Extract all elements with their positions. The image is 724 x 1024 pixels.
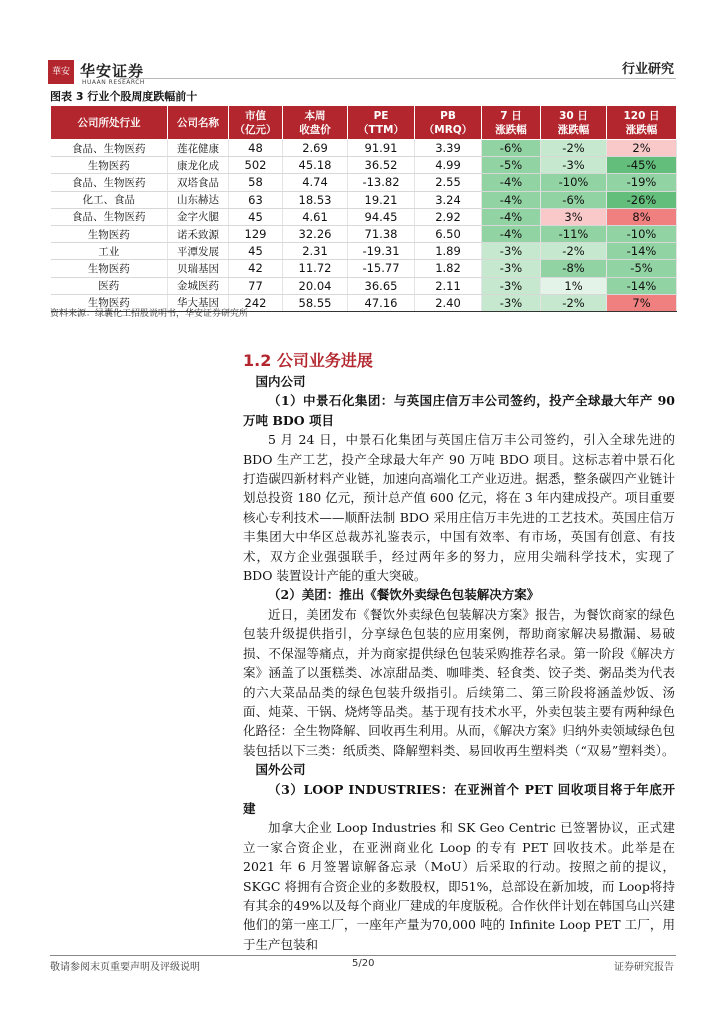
table-caption: 图表 3 行业个股周度跌幅前十 — [50, 90, 198, 103]
cell-d7: -3% — [482, 294, 541, 311]
cell-d7: -4% — [482, 208, 541, 225]
column-header: 7 日 涨跌幅 — [482, 106, 541, 140]
cell-d120: -5% — [607, 260, 677, 277]
cell-industry: 生物医药 — [51, 294, 168, 311]
cell-pb: 1.82 — [415, 260, 482, 277]
cell-pe: 71.38 — [348, 225, 415, 242]
cell-d30: -8% — [541, 260, 607, 277]
cell-d120: -45% — [607, 157, 677, 174]
cell-d30: 1% — [541, 277, 607, 294]
table-row — [51, 191, 677, 208]
item1-title: （1）中景石化集团：与英国庄信万丰公司签约，投产全球最大年产 90 万吨 BDO 项目 — [243, 393, 675, 428]
cell-mcap: 77 — [229, 277, 283, 294]
cell-pb: 2.55 — [415, 174, 482, 191]
column-header: PB （MRQ） — [415, 106, 482, 140]
column-header: 本周 收盘价 — [283, 106, 348, 140]
cell-d7: -3% — [482, 243, 541, 260]
cell-name: 莲花健康 — [168, 140, 229, 157]
cell-industry: 食品、生物医药 — [51, 174, 168, 191]
cell-d30: -2% — [541, 140, 607, 157]
column-header: 公司所处行业 — [51, 106, 168, 140]
table-row — [51, 277, 677, 294]
cell-pe: 19.21 — [348, 191, 415, 208]
cell-d30: -2% — [541, 294, 607, 311]
table-body — [51, 140, 677, 312]
footer-divider — [50, 955, 676, 956]
cell-d30: 3% — [541, 208, 607, 225]
table-row — [51, 140, 677, 157]
cell-d7: -5% — [482, 157, 541, 174]
cell-pb: 2.11 — [415, 277, 482, 294]
footer-report-type: 证券研究报告 — [614, 962, 674, 973]
cell-pb: 3.39 — [415, 140, 482, 157]
cell-close: 32.26 — [283, 225, 348, 242]
item3-title: （3）LOOP INDUSTRIES：在亚洲首个 PET 回收项目将于年底开建 — [243, 781, 675, 816]
cell-pe: -15.77 — [348, 260, 415, 277]
cell-d30: -11% — [541, 225, 607, 242]
cell-mcap: 58 — [229, 174, 283, 191]
cell-close: 20.04 — [283, 277, 348, 294]
cell-d30: -6% — [541, 191, 607, 208]
foreign-label: 国外公司 — [255, 762, 306, 778]
cell-d120: 2% — [607, 140, 677, 157]
cell-d120: -19% — [607, 174, 677, 191]
footer-disclaimer: 敬请参阅末页重要声明及评级说明 — [50, 962, 200, 973]
item1-body: 5 月 24 日，中景石化集团与英国庄信万丰公司签约，引入全球先进的 BDO 生产工艺，投产全球最大年产 90 万吨 BDO 项目。这标志着中景石化打造碳四新材料产业链，加速向高端化工产业迈进。据悉，整条碳四产业链计划总投资 180 亿元，预计总产值 600 亿元，将在 3 年内建成投产。项目重要核心专利技术——顺酐法制 BDO 采用庄信万丰先进的工艺技术。英国庄信万丰集团大中华区总裁苏礼鉴表示，中国有效率、有市场，英国有创意、有技术，双方企业强强联手，经过两年多的努力，应用尖端科学技术，实现了 BDO 装置设计产能的重大突破。 — [243, 432, 675, 584]
cell-industry: 食品、生物医药 — [51, 208, 168, 225]
domestic-label: 国内公司 — [255, 374, 306, 389]
logo-name: 华安证券 — [80, 62, 145, 80]
column-header: 120 日 涨跌幅 — [607, 106, 677, 140]
page-number: 5/20 — [352, 958, 375, 969]
table-row — [51, 243, 677, 260]
cell-d120: -14% — [607, 243, 677, 260]
cell-name: 平潭发展 — [168, 243, 229, 260]
cell-industry: 生物医药 — [51, 260, 168, 277]
source-note: 资料来源：绿囊化工招股说明书，华安证券研究所 — [50, 309, 249, 319]
cell-d30: -3% — [541, 157, 607, 174]
section-title: 1.2 公司业务进展 — [243, 351, 373, 370]
cell-name: 双塔食品 — [168, 174, 229, 191]
column-header: 市值 （亿元） — [229, 106, 283, 140]
cell-pe: 36.65 — [348, 277, 415, 294]
cell-pe: 36.52 — [348, 157, 415, 174]
cell-name: 金字火腿 — [168, 208, 229, 225]
cell-industry: 医药 — [51, 277, 168, 294]
cell-mcap: 242 — [229, 294, 283, 311]
cell-name: 诺禾致源 — [168, 225, 229, 242]
cell-pb: 1.89 — [415, 243, 482, 260]
cell-close: 45.18 — [283, 157, 348, 174]
cell-mcap: 45 — [229, 208, 283, 225]
cell-pb: 6.50 — [415, 225, 482, 242]
cell-close: 11.72 — [283, 260, 348, 277]
item3-body: 加拿大企业 Loop Industries 和 SK Geo Centric 已签署协议，正式建立一家合资企业，在亚洲商业化 Loop 的专有 PET 回收技术。此举是在 2021 年 6 月签署谅解备忘录（MoU）后采取的行动。按照之前的提议，SKGC 将拥有合资企业的多数股权，即51%，总部设在新加坡，而 Loop将持有其余的49%以及每个商业厂建成的年度版税。合作伙伴计划在韩国乌山兴建他们的第一座工厂，一座年产量为70,000 吨的 Infinite Loop PET 工厂，用于生产包装和 — [243, 820, 675, 952]
cell-name: 贝瑞基因 — [168, 260, 229, 277]
cell-pb: 2.92 — [415, 208, 482, 225]
header-divider — [120, 78, 676, 79]
cell-pe: 91.91 — [348, 140, 415, 157]
cell-close: 4.74 — [283, 174, 348, 191]
cell-name: 金城医药 — [168, 277, 229, 294]
table-row — [51, 208, 677, 225]
item2-title: （2）美团：推出《餐饮外卖绿色包装解决方案》 — [268, 587, 540, 603]
cell-d30: -10% — [541, 174, 607, 191]
cell-pe: 47.16 — [348, 294, 415, 311]
cell-pe: -13.82 — [348, 174, 415, 191]
column-header: 公司名称 — [168, 106, 229, 140]
column-header: PE （TTM） — [348, 106, 415, 140]
cell-name: 华大基因 — [168, 294, 229, 311]
cell-mcap: 48 — [229, 140, 283, 157]
cell-close: 2.69 — [283, 140, 348, 157]
cell-d120: 8% — [607, 208, 677, 225]
cell-mcap: 63 — [229, 191, 283, 208]
logo-english: HUAAN RESEARCH — [82, 79, 145, 86]
table-row — [51, 225, 677, 242]
cell-mcap: 45 — [229, 243, 283, 260]
cell-d120: -26% — [607, 191, 677, 208]
cell-d30: -2% — [541, 243, 607, 260]
cell-industry: 生物医药 — [51, 225, 168, 242]
stock-decline-table — [50, 105, 677, 312]
cell-industry: 化工、食品 — [51, 191, 168, 208]
cell-mcap: 42 — [229, 260, 283, 277]
cell-d7: -4% — [482, 191, 541, 208]
column-header: 30 日 涨跌幅 — [541, 106, 607, 140]
cell-close: 58.55 — [283, 294, 348, 311]
cell-pb: 2.40 — [415, 294, 482, 311]
cell-mcap: 129 — [229, 225, 283, 242]
section-body — [243, 372, 675, 954]
cell-name: 山东赫达 — [168, 191, 229, 208]
cell-close: 2.31 — [283, 243, 348, 260]
table-header-row — [51, 106, 677, 140]
cell-d7: -3% — [482, 277, 541, 294]
cell-d7: -4% — [482, 225, 541, 242]
cell-d120: -10% — [607, 225, 677, 242]
cell-industry: 食品、生物医药 — [51, 140, 168, 157]
cell-pb: 4.99 — [415, 157, 482, 174]
cell-close: 4.61 — [283, 208, 348, 225]
cell-d120: 7% — [607, 294, 677, 311]
cell-industry: 工业 — [51, 243, 168, 260]
table-row — [51, 174, 677, 191]
cell-d7: -3% — [482, 260, 541, 277]
cell-name: 康龙化成 — [168, 157, 229, 174]
section-label: 行业研究 — [621, 62, 674, 77]
cell-pe: -19.31 — [348, 243, 415, 260]
cell-mcap: 502 — [229, 157, 283, 174]
cell-close: 18.53 — [283, 191, 348, 208]
cell-d7: -4% — [482, 174, 541, 191]
cell-d7: -6% — [482, 140, 541, 157]
item2-body: 近日，美团发布《餐饮外卖绿色包装解决方案》报告，为餐饮商家的绿色包装升级提供指引，分享绿色包装的应用案例，帮助商家解决易撒漏、易破损、不保湿等痛点，并为商家提供绿色包装采购推荐名录。第一阶段《解决方案》涵盖了以蛋糕类、冰凉甜品类、咖啡类、轻食类、饺子类、粥品类为代表的六大菜品品类的绿色包装升级指引。后续第二、第三阶段将涵盖炒饭、汤面、炖菜、干锅、烧烤等品类。基于现有技术水平，外卖包装主要有两种绿色化路径：全生物降解、回收再生利用。从而，《解决方案》归纳外卖领域绿色包装包括以下三类：纸质类、降解塑料类、易回收再生塑料类（“双易”塑料类）。 — [243, 606, 675, 758]
table-row — [51, 157, 677, 174]
cell-pb: 3.24 — [415, 191, 482, 208]
logo-mark: 華安 — [48, 60, 74, 84]
cell-industry: 生物医药 — [51, 157, 168, 174]
cell-pe: 94.45 — [348, 208, 415, 225]
cell-d120: -14% — [607, 277, 677, 294]
table-row — [51, 260, 677, 277]
